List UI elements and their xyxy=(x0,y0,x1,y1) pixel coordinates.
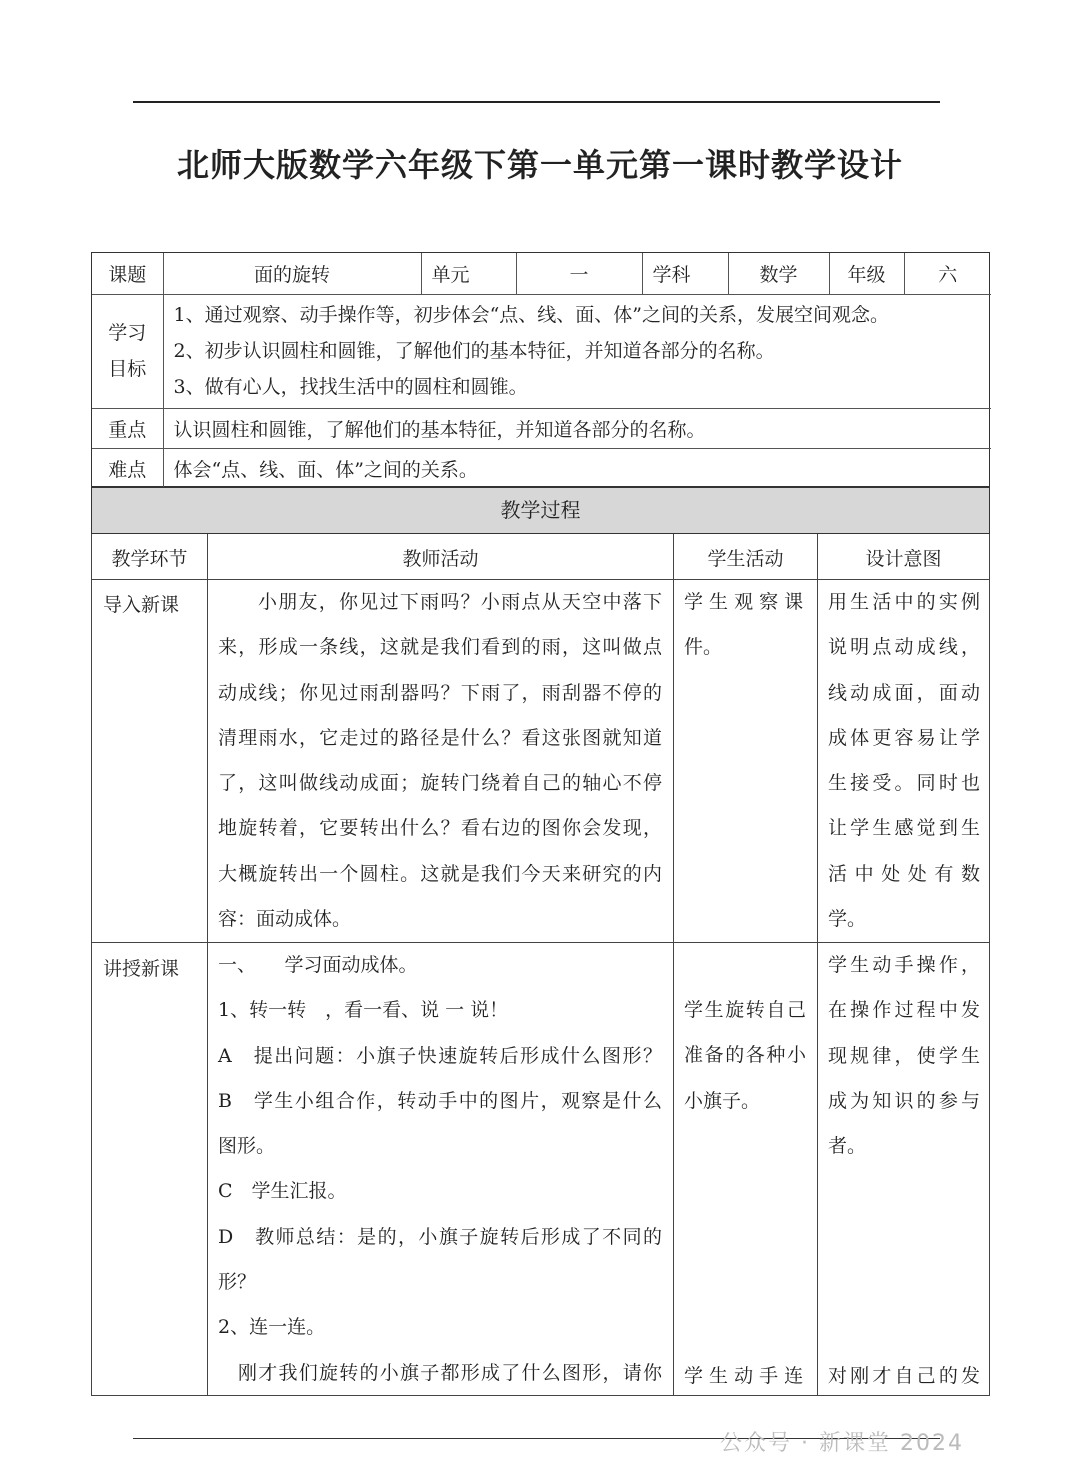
lecture-intent-line: 者。 xyxy=(828,1135,867,1158)
footer-watermark: 公众号 · 新课堂 2024 xyxy=(720,1431,964,1456)
lecture-intent-line: 在操作过程中发 xyxy=(828,999,980,1022)
grid-line xyxy=(989,534,990,1396)
header-student: 学生活动 xyxy=(707,548,784,570)
lecture-teacher-line: A 提出问题：小旗子快速旋转后形成什么图形？ xyxy=(218,1044,662,1067)
goal-item: 2、初步认识圆柱和圆锥，了解他们的基本特征，并知道各部分的名称。 xyxy=(173,340,775,362)
lecture-stage: 讲授新课 xyxy=(103,958,180,980)
lecture-teacher-line: 刚才我们旋转的小旗子都形成了什么图形，请你 xyxy=(238,1361,662,1384)
grid-line xyxy=(673,534,674,1396)
goals-label xyxy=(92,294,163,408)
key-content: 认识圆柱和圆锥，了解他们的基本特征，并知道各部分的名称。 xyxy=(163,408,991,448)
intro-teacher-line: 来，形成一条线，这就是我们看到的雨，这叫做点 xyxy=(218,636,662,659)
intro-teacher-line: 大概旋转出一个圆柱。这就是我们今天来研究的内 xyxy=(218,862,662,885)
header-stage: 教学环节 xyxy=(111,548,188,570)
subject-value: 数学 xyxy=(728,253,829,294)
lecture-teacher-line: B 学生小组合作，转动手中的图片，观察是什么 xyxy=(218,1089,662,1112)
intro-intent-line: 学。 xyxy=(828,908,867,931)
key-label: 重点 xyxy=(92,408,163,448)
intro-teacher-line: 容：面动成体。 xyxy=(218,908,352,931)
unit-label: 单元 xyxy=(421,253,516,294)
intro-teacher-line: 地旋转着，它要转出什么？看右边的图你会发现， xyxy=(218,817,662,840)
process-banner: 教学过程 xyxy=(91,487,990,534)
topic-label: 课题 xyxy=(92,253,163,294)
grade-label: 年级 xyxy=(829,253,904,294)
intro-teacher-line: 动成线；你见过雨刮器吗？下雨了，雨刮器不停的 xyxy=(218,681,662,704)
intro-teacher-line: 清理雨水，它走过的路径是什么？看这张图就知道 xyxy=(218,726,662,749)
lecture-student-line: 小旗子。 xyxy=(684,1089,761,1112)
header-intent: 设计意图 xyxy=(865,548,942,570)
goals-label-line-1: 学习 xyxy=(108,322,147,344)
lecture-intent-line: 成为知识的参与 xyxy=(828,1089,980,1112)
lecture-intent-line: 学生动手操作， xyxy=(828,954,980,976)
header-rule xyxy=(133,101,940,103)
intro-teacher-line: 了，这叫做线动成面；旋转门绕着自己的轴心不停 xyxy=(218,772,662,795)
lecture-teacher-line: 图形。 xyxy=(218,1135,276,1158)
intro-intent-line: 线动成面，面动 xyxy=(828,681,980,704)
intro-student-line: 学 生 观 察 课 xyxy=(684,591,804,613)
lecture-intent-a xyxy=(828,943,980,1169)
intro-intent-line: 活 中 处 处 有 数 xyxy=(828,862,980,885)
grade-value: 六 xyxy=(904,253,991,294)
topic-value: 面的旋转 xyxy=(163,253,421,294)
lecture-teacher-line: C 学生汇报。 xyxy=(218,1180,347,1203)
goal-item: 1、通过观察、动手操作等，初步体会“点、线、面、体”之间的关系，发展空间观念。 xyxy=(173,304,890,326)
lecture-teacher-line: 2、连一连。 xyxy=(218,1316,326,1339)
grid-line xyxy=(207,534,208,1396)
lecture-teacher-line: 一、 学习面动成体。 xyxy=(218,954,418,976)
intro-teacher-line: 小朋友，你见过下雨吗？小雨点从天空中落下 xyxy=(258,591,662,613)
lecture-teacher-line: 形？ xyxy=(218,1271,257,1294)
goals-label-line-2: 目标 xyxy=(108,358,147,380)
goals-content xyxy=(163,294,991,408)
intro-student-line: 件。 xyxy=(684,636,723,659)
info-table xyxy=(91,252,990,487)
hard-label: 难点 xyxy=(92,448,163,488)
intro-stage: 导入新课 xyxy=(103,594,180,616)
lecture-teacher-line: D 教师总结：是的，小旗子旋转后形成了不同的 xyxy=(218,1225,662,1248)
page-title: 北师大版数学六年级下第一单元第一课时教学设计 xyxy=(176,146,903,184)
intro-intent xyxy=(828,580,980,942)
lecture-student-line: 学生旋转自己 xyxy=(684,999,806,1021)
intro-intent-line: 让学生感觉到生 xyxy=(828,817,980,840)
hard-content: 体会“点、线、面、体”之间的关系。 xyxy=(163,448,991,488)
intro-intent-line: 用生活中的实例 xyxy=(828,591,980,613)
goal-item: 3、做有心人，找找生活中的圆柱和圆锥。 xyxy=(173,376,528,398)
lecture-intent-line: 现规律，使学生 xyxy=(828,1044,980,1067)
lecture-student-a xyxy=(684,988,806,1124)
grid-line xyxy=(91,534,92,1396)
lecture-teacher xyxy=(218,943,662,1396)
lecture-teacher-line: 1、转一转 ，看一看、说 一 说！ xyxy=(218,999,509,1022)
lecture-intent-b: 对刚才自己的发 xyxy=(828,1365,980,1387)
intro-intent-line: 说明点动成线， xyxy=(828,636,980,659)
lecture-student-b: 学 生 动 手 连 xyxy=(684,1365,804,1387)
grid-line xyxy=(817,534,818,1396)
intro-intent-line: 成体更容易让学 xyxy=(828,726,980,749)
unit-value: 一 xyxy=(516,253,642,294)
lecture-student-line: 准备的各种小 xyxy=(684,1044,806,1067)
header-teacher: 教师活动 xyxy=(402,548,479,570)
intro-intent-line: 生接受。同时也 xyxy=(828,772,980,795)
subject-label: 学科 xyxy=(642,253,728,294)
intro-student xyxy=(684,580,806,671)
intro-teacher xyxy=(218,580,662,942)
